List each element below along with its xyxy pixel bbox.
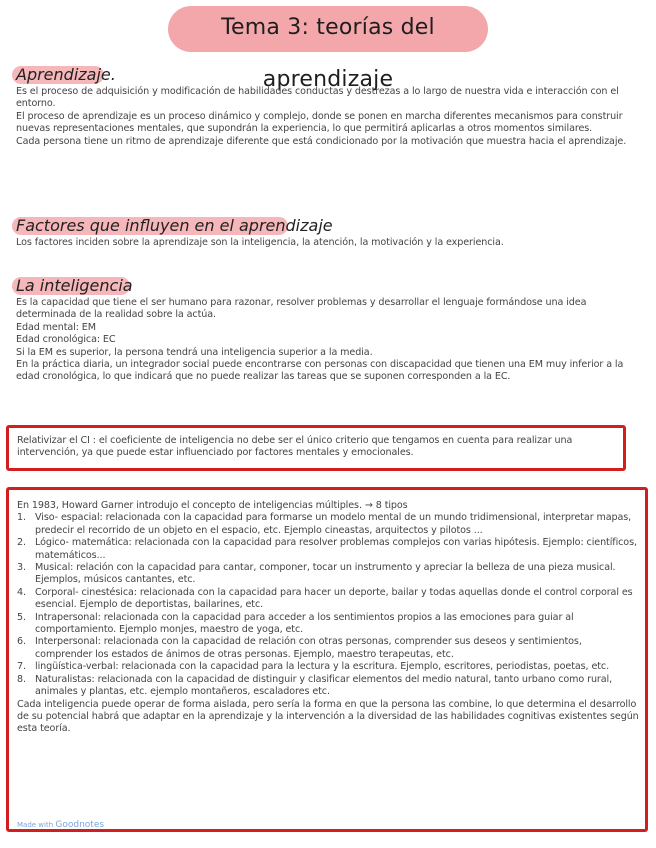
- list-item: [17, 587, 639, 612]
- goodnotes-watermark: [17, 820, 104, 830]
- item-text: Lógico- matemática: relacionada con la capacidad para resolver problemas complejos con varias hipótesis. Ejemplo: científicos, matemáticos...: [35, 537, 637, 561]
- paragraph: El proceso de aprendizaje es un proceso dinámico y complejo, donde se ponen en marcha diferentes mecanismos para construir nuevas representaciones mentales, que supondrán la experiencia, lo que permitirá aplicarlas a otros momentos similares.: [16, 110, 623, 135]
- item-text: Musical: relación con la capacidad para cantar, componer, tocar un instrumento y apreciar la belleza de una pieza musical. Ejemplos, músicos cantantes, etc.: [35, 562, 616, 586]
- ci-note-box: [6, 425, 626, 471]
- list-item: [17, 512, 639, 537]
- paragraph: Es la capacidad que tiene el ser humano para razonar, resolver problemas y desarrollar el lenguaje formándose una idea determinada de la realidad sobre la actúa.: [16, 297, 587, 321]
- item-number: 6.: [17, 636, 26, 648]
- intelligences-list: [17, 512, 639, 698]
- section-heading: Aprendizaje.: [16, 65, 116, 84]
- multiple-intelligences-box: [6, 487, 648, 832]
- section-body: [16, 297, 638, 384]
- title-block: [168, 2, 488, 92]
- section-body: [16, 237, 638, 249]
- item-number: 7.: [17, 661, 26, 673]
- section-body: [16, 86, 638, 148]
- watermark-prefix: Made with: [17, 821, 54, 829]
- paragraph: Es el proceso de adquisición y modificación de habilidades conductas y destrezas a lo largo de nuestra vida e interacción con el entorno.: [16, 86, 619, 110]
- section-heading: Factores que influyen en el aprendizaje: [16, 216, 333, 235]
- list-item: [17, 661, 639, 673]
- item-text: Viso- espacial: relacionada con la capacidad para formarse un modelo mental de un mundo tridimensional, interpretar mapas, predecir el recorrido de un objeto en el espacio, etc. Ejemplo cineastas, arquitectos y pilotos ...: [35, 512, 632, 536]
- list-item: [17, 636, 639, 661]
- page-title: Tema 3: teorías del aprendizaje: [221, 15, 435, 92]
- outro-paragraph: Cada inteligencia puede operar de forma aislada, pero sería la forma en que la persona las combine, lo que determina el desarrollo de su potencial habrá que adaptar en la aprendizaje y la intervención a la diversidad de las habilidades cognitivas existentes según esta teoría.: [17, 698, 639, 735]
- item-text: Corporal- cinestésica: relacionada con la capacidad para hacer un deporte, bailar y todas aquellas donde el control corporal es esencial. Ejemplo de deportistas, bailarines, etc.: [35, 586, 633, 611]
- section-heading: La inteligencia: [16, 276, 133, 295]
- ci-note-text: Relativizar el CI : el coeficiente de inteligencia no debe ser el único criterio que tengamos en cuenta para realizar una intervención, ya que puede estar influenciado por factores mentales y emocionales.: [17, 435, 573, 459]
- item-number: 5.: [17, 611, 26, 623]
- section-aprendizaje: [16, 64, 638, 148]
- intro-line: En 1983, Howard Garner introdujo el concepto de inteligencias múltiples. → 8 tipos: [17, 500, 408, 511]
- item-text: Interpersonal: relacionada con la capacidad de relación con otras personas, comprender sus deseos y sentimientos, comprender los estados de ánimos de otras personas. Ejemplo, maestro terapeutas, etc.: [35, 636, 582, 660]
- item-number: 8.: [17, 673, 26, 685]
- list-item: [17, 612, 639, 637]
- item-text: Intrapersonal: relacionada con la capacidad para acceder a los sentimientos propios a las emociones para guiar al comportamiento. Ejemplo monjes, maestro de yoga, etc.: [35, 611, 574, 636]
- paragraph: Edad mental: EM: [16, 321, 96, 333]
- paragraph: Si la EM es superior, la persona tendrá una inteligencia superior a la media.: [16, 346, 373, 358]
- paragraph: Los factores inciden sobre la aprendizaje son la inteligencia, la atención, la motivación y la experiencia.: [16, 237, 504, 248]
- paragraph: Edad cronológica: EC: [16, 334, 116, 346]
- list-item: [17, 562, 639, 587]
- section-inteligencia: [16, 275, 638, 384]
- paragraph: Cada persona tiene un ritmo de aprendizaje diferente que está condicionado por la motivación que muestra hacia el aprendizaje.: [16, 135, 627, 147]
- item-text: lingüística-verbal: relacionada con la capacidad para la lectura y la escritura. Ejemplo, escritores, periodistas, poetas, etc.: [35, 661, 610, 673]
- item-number: 3.: [17, 562, 26, 574]
- watermark-brand: Goodnotes: [55, 820, 105, 830]
- list-item: [17, 537, 639, 562]
- paragraph: En la práctica diaria, un integrador social puede encontrarse con personas con discapacidad que tienen una EM muy inferior a la edad cronológica, lo que indicará que no puede realizar las tareas que se suponen corresponden a la EC.: [16, 359, 624, 383]
- item-text: Naturalistas: relacionada con la capacidad de distinguir y clasificar elementos del medio natural, tanto urbano como rural, animales y plantas, etc. ejemplo montañeros, escaladores etc.: [35, 673, 613, 698]
- section-factores: [16, 215, 638, 249]
- item-number: 1.: [17, 512, 26, 524]
- item-number: 2.: [17, 537, 26, 549]
- list-item: [17, 674, 639, 699]
- item-number: 4.: [17, 586, 26, 598]
